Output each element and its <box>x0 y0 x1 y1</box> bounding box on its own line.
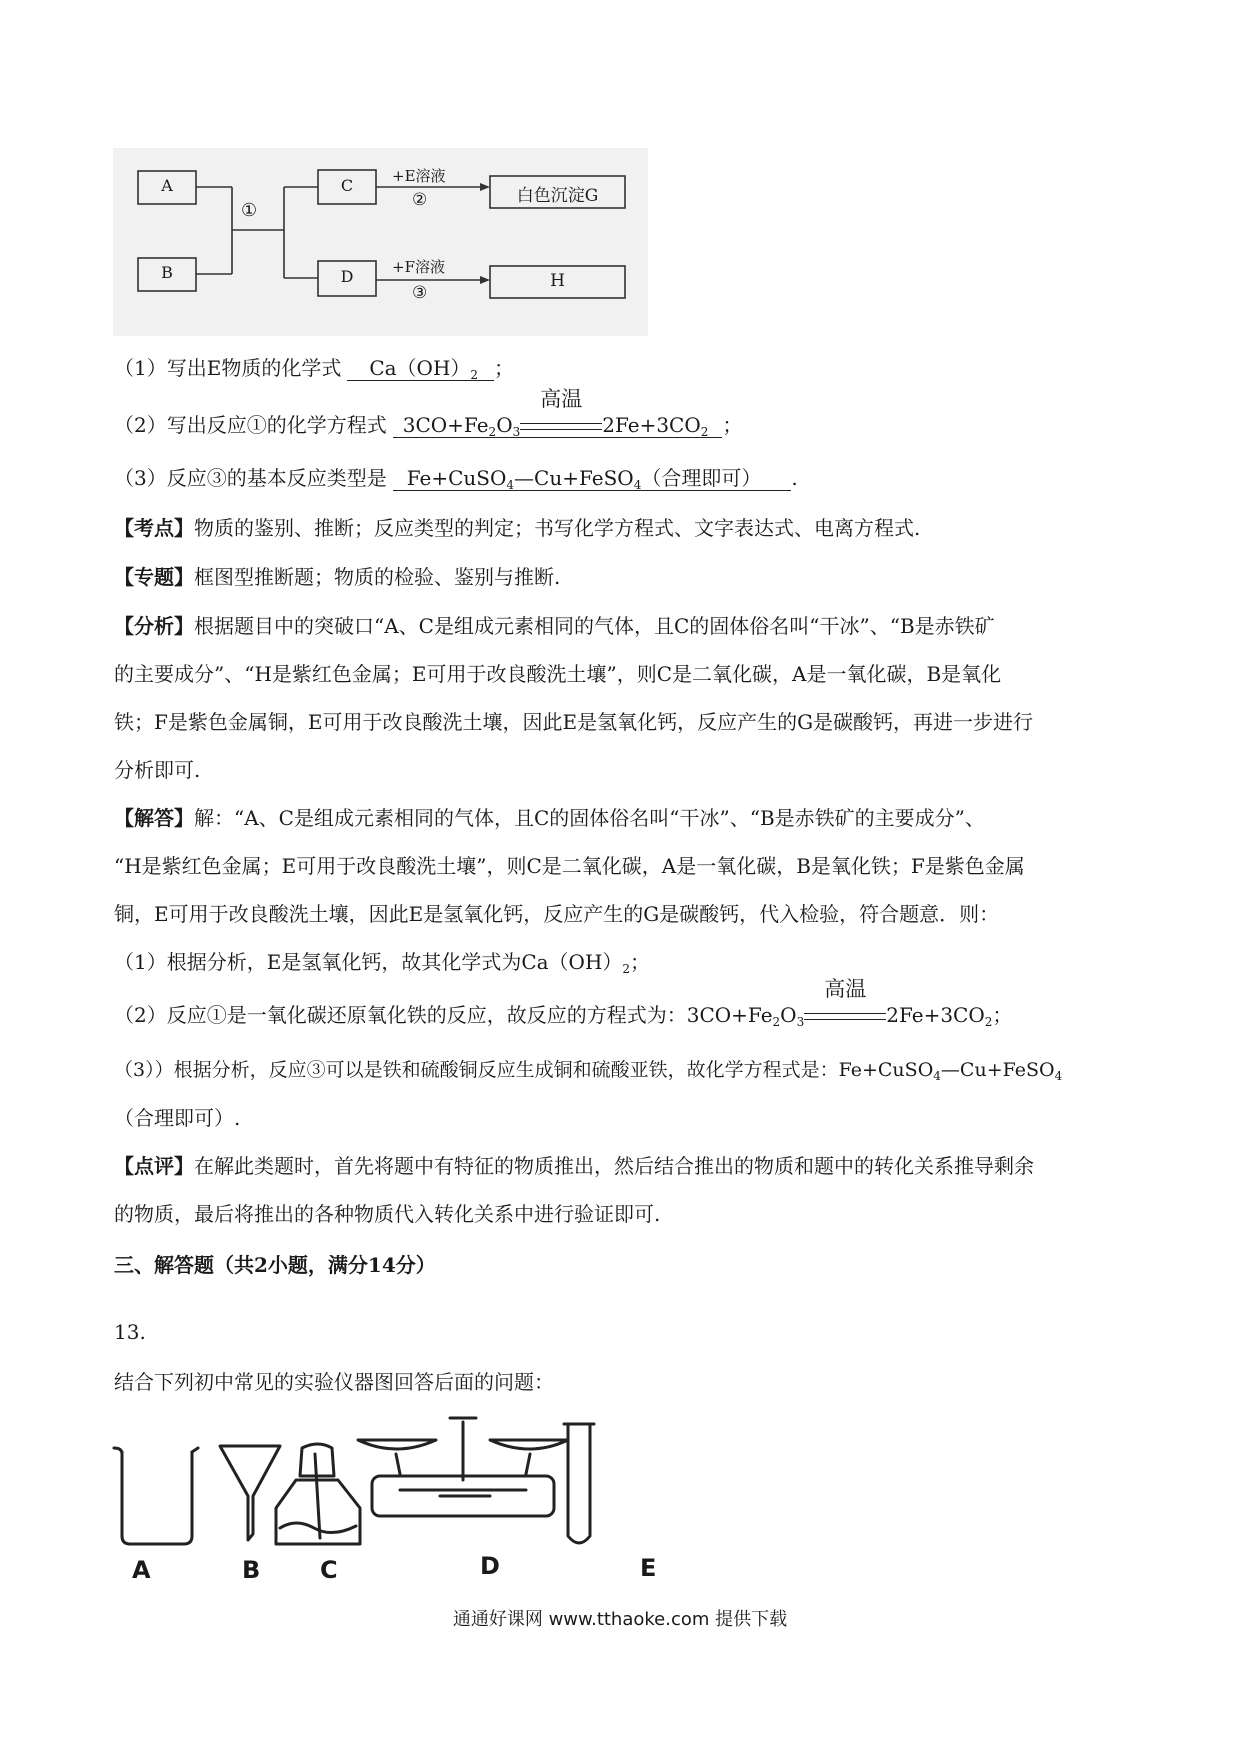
jieda-step-3: （3））根据分析，反应③可以是铁和硫酸铜反应生成铜和硫酸亚铁，故化学方程式是：Fe+CuSO$_4$—Cu+FeSO$_4$ <box>114 1059 1063 1083</box>
e-solution-label: +E溶液 <box>392 167 446 185</box>
alcohol-lamp-icon <box>276 1444 360 1544</box>
jieda-step-1: （1）根据分析，E是氢氧化钙，故其化学式为$Ca(OH)_2$； <box>114 950 651 976</box>
fenxi-line-2: 的主要成分”、“H是紫红色金属；E可用于改良酸洗土壤”，则C是二氧化碳，A是一氧化碳，B是氧化 <box>114 662 1002 686</box>
test-tube-icon <box>564 1424 594 1543</box>
step1-label: ① <box>241 200 258 221</box>
box-g-label: 白色沉淀G <box>516 186 599 206</box>
jieda-line-1: 【解答】解：“A、C是组成元素相同的气体，且C的固体俗名叫“干冰”、“B是赤铁矿的主要成分”、 <box>114 806 985 830</box>
page-footer: 通通好课网 www.tthaoke.com 提供下载 <box>452 1609 788 1630</box>
fenxi-line-3: 铁；F是紫色金属铜，E可用于改良酸洗土壤，因此E是氢氧化钙，反应产生的G是碳酸钙，再进一步进行 <box>114 710 1034 734</box>
jieda-line-2: “H是紫红色金属；E可用于改良酸洗土壤”，则C是二氧化碳，A是一氧化碳，B是氧化铁；F是紫色金属 <box>114 854 1025 878</box>
zhuanti: 【专题】框图型推断题；物质的检验、鉴别与推断. <box>114 565 561 589</box>
question-13-number: 13. <box>114 1320 146 1344</box>
box-c-label: C <box>340 176 354 195</box>
apparatus-label-c: C <box>320 1556 338 1584</box>
balance-icon <box>358 1418 568 1516</box>
apparatus-label-e: E <box>640 1554 657 1582</box>
fenxi-line-1: 【分析】根据题目中的突破口“A、C是组成元素相同的气体，且C的固体俗名叫“干冰”、“B是赤铁矿 <box>114 614 995 638</box>
condition-high-temp: 高温 <box>824 977 867 1001</box>
question-13-text: 结合下列初中常见的实验仪器图回答后面的问题： <box>114 1370 554 1394</box>
box-h-label: H <box>550 271 565 291</box>
box-d-label: D <box>340 267 354 286</box>
step2-label: ② <box>412 190 428 210</box>
step3-label: ③ <box>412 283 428 303</box>
question-2: （2）写出反应①的化学方程式 $3CO+Fe_2O_3$ 高温 $2Fe+3CO_2$ ； <box>114 387 743 439</box>
question-3: （3）反应③的基本反应类型是 Fe+CuSO$_4$—Cu+FeSO$_4$（合理即可） . <box>114 466 798 492</box>
fenxi-line-4: 分析即可. <box>114 758 201 782</box>
jieda-line-3: 铜，E可用于改良酸洗土壤，因此E是氢氧化钙，反应产生的G是碳酸钙，代入检验，符合题意．则： <box>114 902 1000 926</box>
apparatus-label-a: A <box>132 1556 151 1584</box>
jieda-step-3-cont: （合理即可）. <box>114 1106 241 1130</box>
kaodian: 【考点】物质的鉴别、推断；反应类型的判定；书写化学方程式、文字表达式、电离方程式. <box>114 516 921 540</box>
box-b-label: B <box>161 263 173 282</box>
apparatus-label-d: D <box>480 1552 500 1580</box>
question-1: （1）写出E物质的化学式 $Ca(OH)_2$ ； <box>114 356 515 382</box>
apparatus-label-b: B <box>242 1556 261 1584</box>
dianping-line-1: 【点评】在解此类题时，首先将题中有特征的物质推出，然后结合推出的物质和题中的转化关系推导剩余 <box>114 1154 1034 1178</box>
funnel-icon <box>220 1446 280 1540</box>
jieda-step-2: （2）反应①是一氧化碳还原氧化铁的反应，故反应的方程式为：$3CO+Fe_2O_3$ 高温 $2Fe+3CO_2$； <box>114 977 1013 1029</box>
section-title: 三、解答题（共2小题，满分14分） <box>114 1253 436 1277</box>
condition-high-temp: 高温 <box>540 387 583 411</box>
f-solution-label: +F溶液 <box>392 258 445 276</box>
beaker-icon <box>114 1448 198 1544</box>
box-a-label: A <box>161 176 173 195</box>
dianping-line-2: 的物质，最后将推出的各种物质代入转化关系中进行验证即可. <box>114 1202 661 1226</box>
apparatus-figure <box>100 1410 680 1580</box>
